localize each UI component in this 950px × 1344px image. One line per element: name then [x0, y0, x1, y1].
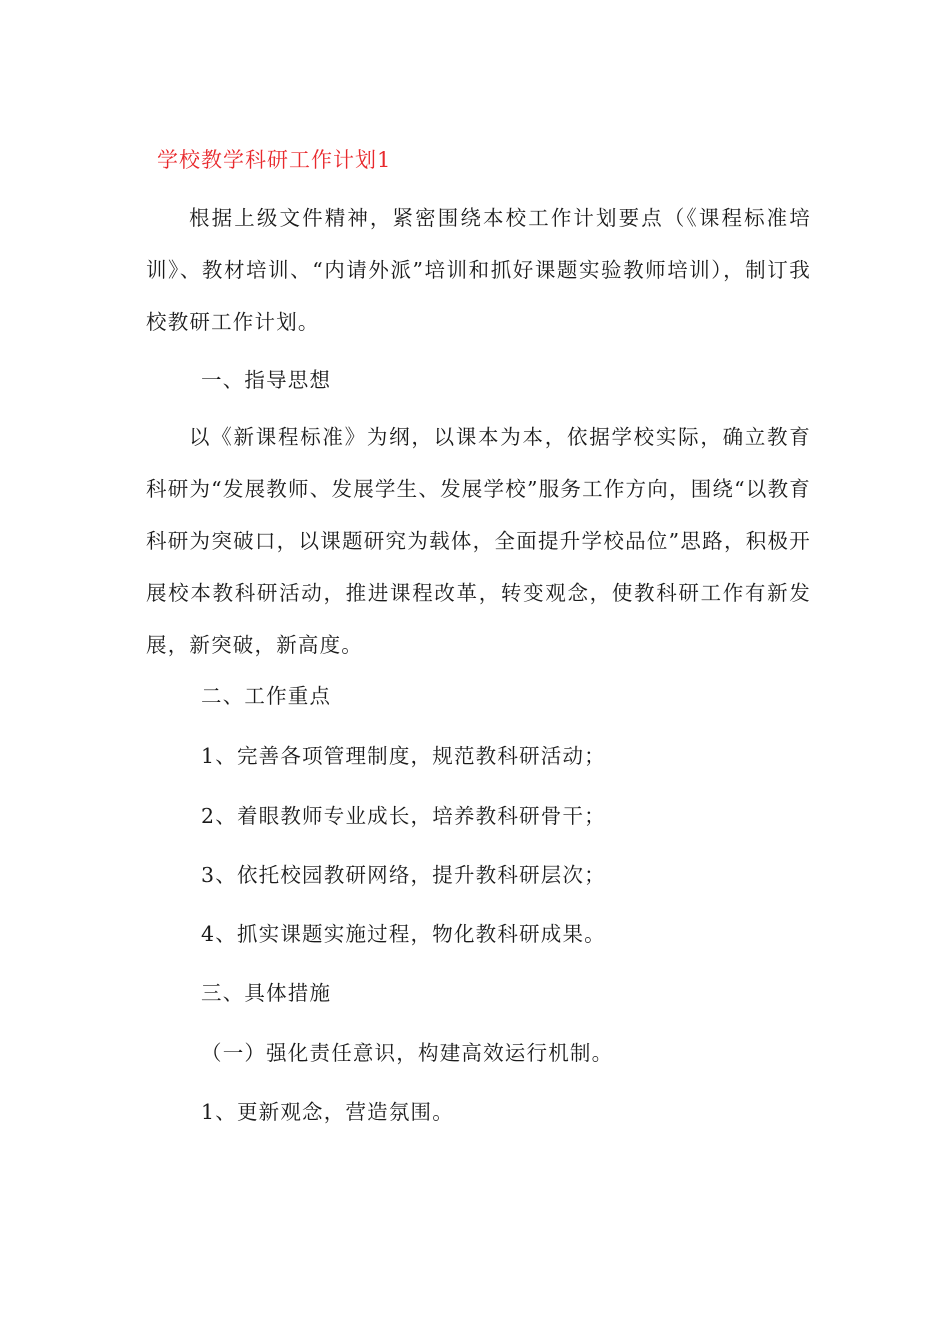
- subsection-heading: （一）强化责任意识，构建高效运行机制。: [201, 1041, 614, 1065]
- guiding-thought-paragraph: 以《新课程标准》为纲，以课本为本，依据学校实际，确立教育科研为“发展教师、发展学生、发展学校”服务工作方向，围绕“以教育科研为突破口，以课题研究为载体，全面提升学校品位”思路，积极开展校本教科研活动，推进课程改革，转变观念，使教科研工作有新发展，新突破，新高度。: [146, 425, 811, 657]
- list-item: 1、更新观念，营造氛围。: [201, 1100, 454, 1124]
- list-item: 2、着眼教师专业成长，培养教科研骨干；: [201, 804, 606, 828]
- list-item: 4、抓实课题实施过程，物化教科研成果。: [201, 922, 606, 946]
- document-title: 学校教学科研工作计划1: [157, 148, 392, 172]
- list-item: 3、依托校园教研网络，提升教科研层次；: [201, 863, 606, 887]
- intro-paragraph: 根据上级文件精神，紧密围绕本校工作计划要点（《课程标准培训》、教材培训、“内请外派”培训和抓好课题实验教师培训），制订我校教研工作计划。: [146, 206, 811, 334]
- section-heading-guiding-thought: 一、指导思想: [201, 368, 332, 392]
- list-item: 1、完善各项管理制度，规范教科研活动；: [201, 744, 606, 768]
- section-heading-work-focus: 二、工作重点: [201, 684, 332, 708]
- section-heading-measures: 三、具体措施: [201, 981, 332, 1005]
